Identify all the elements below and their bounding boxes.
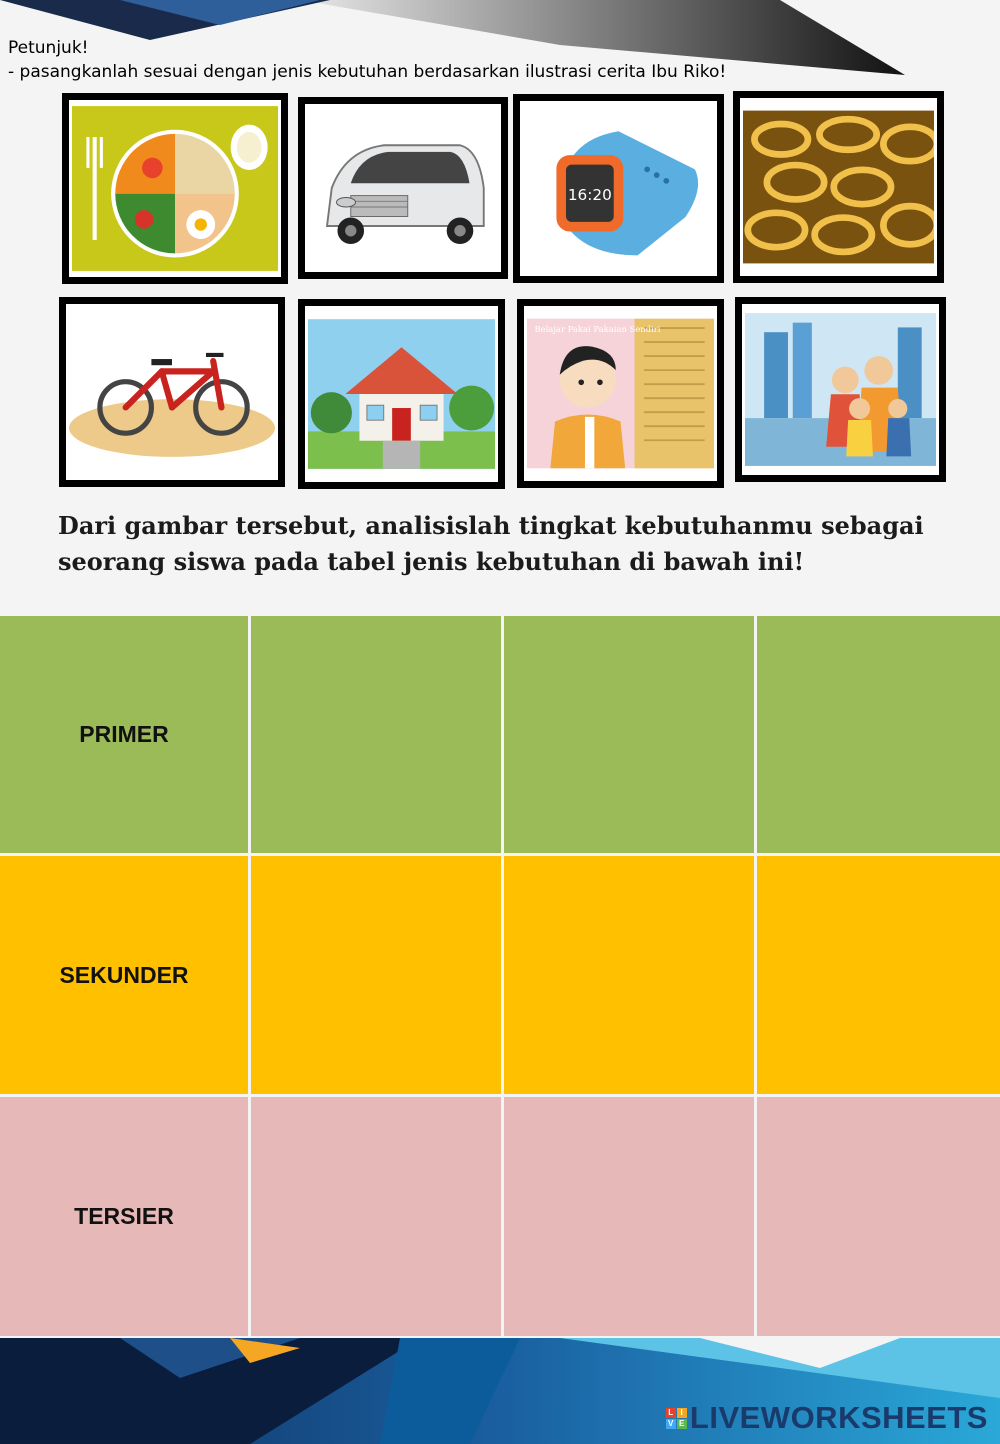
gold-jewelry-image[interactable]: [733, 91, 944, 283]
instructions-title: Petunjuk!: [8, 38, 89, 58]
drop-cell[interactable]: [504, 1097, 754, 1336]
brand-name: LIVEWORKSHEETS: [689, 1400, 988, 1435]
family-vacation-icon: [745, 307, 936, 472]
watch-time-text: 16:20: [567, 185, 612, 204]
bicycle-icon: [69, 307, 275, 477]
family-travel-image[interactable]: [735, 297, 946, 482]
boy-clothes-icon: [527, 309, 714, 478]
car-image[interactable]: [298, 97, 508, 279]
row-label-sekunder: SEKUNDER: [0, 856, 248, 1094]
drop-cell[interactable]: [757, 616, 1000, 853]
brand-logo[interactable]: [666, 1400, 988, 1436]
question-text: Dari gambar tersebut, analisislah tingkat kebutuhanmu sebagai seorang siswa pada tabel jenis kebutuhan di bawah ini!: [58, 511, 924, 576]
drop-cell[interactable]: [251, 616, 501, 853]
gold-bangles-icon: [743, 101, 934, 273]
house-image[interactable]: [298, 299, 505, 489]
drop-cell[interactable]: [757, 856, 1000, 1094]
table-row-sekunder: [0, 856, 1000, 1094]
food-plate-icon: [72, 103, 278, 274]
instructions-text: - pasangkanlah sesuai dengan jenis kebutuhan berdasarkan ilustrasi cerita Ibu Riko!: [8, 62, 727, 82]
instructions: [8, 36, 726, 84]
row-label-primer: PRIMER: [0, 616, 248, 853]
drop-cell[interactable]: [251, 1097, 501, 1336]
bicycle-image[interactable]: [59, 297, 285, 487]
table-row-tersier: [0, 1097, 1000, 1336]
boy-dressing-image[interactable]: [517, 299, 724, 488]
image-caption: Belajar Pakai Pakaian Sendiri: [534, 323, 661, 334]
smartwatch-image[interactable]: [513, 94, 724, 283]
drop-cell[interactable]: [251, 856, 501, 1094]
minivan-icon: [308, 107, 498, 269]
table-row-primer: [0, 616, 1000, 853]
smartwatch-icon: [523, 104, 714, 273]
drop-cell[interactable]: [504, 616, 754, 853]
drop-cell[interactable]: [504, 856, 754, 1094]
food-plate-image[interactable]: [62, 93, 288, 284]
row-label-tersier: TERSIER: [0, 1097, 248, 1336]
drop-cell[interactable]: [757, 1097, 1000, 1336]
liveworksheets-logo-icon: L I V E: [666, 1408, 687, 1429]
house-icon: [308, 309, 495, 479]
